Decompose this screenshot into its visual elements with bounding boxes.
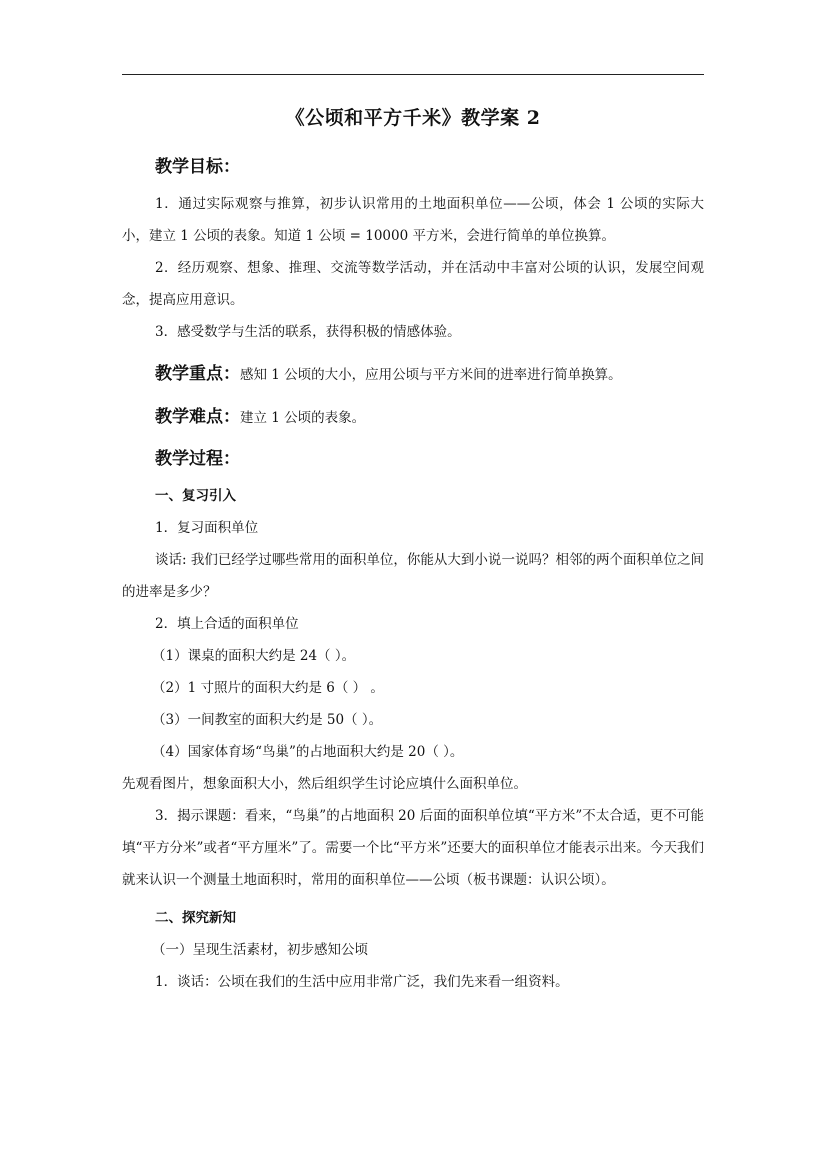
part1-step1: 1．复习面积单位	[155, 520, 259, 536]
goal-item: 2．经历观察、想象、推理、交流等数学活动，并在活动中丰富对公顷的认识，发展空间观念，提高应用意识。	[122, 260, 704, 308]
document-title: 《公顷和平方千米》教学案 2	[285, 107, 541, 129]
part2-sub1: （一）呈现生活素材，初步感知公顷	[152, 942, 368, 958]
part1-step2: 2．填上合适的面积单位	[155, 616, 299, 632]
goal-item: 1．通过实际观察与推算，初步认识常用的土地面积单位——公顷，体会 1 公顷的实际大小，建立 1 公顷的表象。知道 1 公顷 = 10000 平方米，会进行简单的单位换算。	[122, 196, 704, 244]
part1-talk: 谈话: 我们已经学过哪些常用的面积单位，你能从大到小说一说吗？相邻的两个面积单位之间的进率是多少？	[122, 552, 704, 600]
difficulty-text: 建立 1 公顷的表象。	[240, 410, 366, 426]
goal-item: 3．感受数学与生活的联系，获得积极的情感体验。	[155, 324, 461, 340]
key-point-text: 感知 1 公顷的大小，应用公顷与平方米间的进率进行简单换算。	[240, 367, 622, 383]
goals-heading: 教学目标：	[155, 157, 240, 177]
header-rule	[122, 74, 704, 75]
part1-step3: 3．揭示课题：看来，“鸟巢”的占地面积 20 后面的面积单位填“平方米”不太合适，更不可能填“平方分米”或者“平方厘米”了。需要一个比“平方米”还要大的面积单位才能表示出来。今天我们就来认识一个测量土地面积时，常用的面积单位——公顷（板书课题：认识公顷）。	[122, 808, 704, 888]
fill-item: （1）课桌的面积大约是 24（ ）。	[152, 648, 356, 664]
difficulty-label: 教学难点：	[155, 407, 240, 427]
part2-step1: 1．谈话：公顷在我们的生活中应用非常广泛，我们先来看一组资料。	[155, 974, 569, 990]
part1-heading: 一、复习引入	[155, 488, 236, 504]
fill-item: （4）国家体育场“鸟巢”的占地面积大约是 20（ ）。	[152, 744, 464, 760]
key-point	[122, 358, 704, 391]
key-point-label: 教学重点：	[155, 364, 240, 384]
part1-observe: 先观看图片，想象面积大小，然后组织学生讨论应填什么面积单位。	[122, 776, 527, 792]
part2-heading: 二、探究新知	[155, 910, 236, 926]
process-heading: 教学过程：	[155, 449, 240, 469]
fill-item: （2）1 寸照片的面积大约是 6（ ） 。	[152, 680, 384, 696]
document-body	[122, 104, 704, 998]
fill-item: （3）一间教室的面积大约是 50（ ）。	[152, 712, 383, 728]
difficulty	[122, 401, 704, 434]
